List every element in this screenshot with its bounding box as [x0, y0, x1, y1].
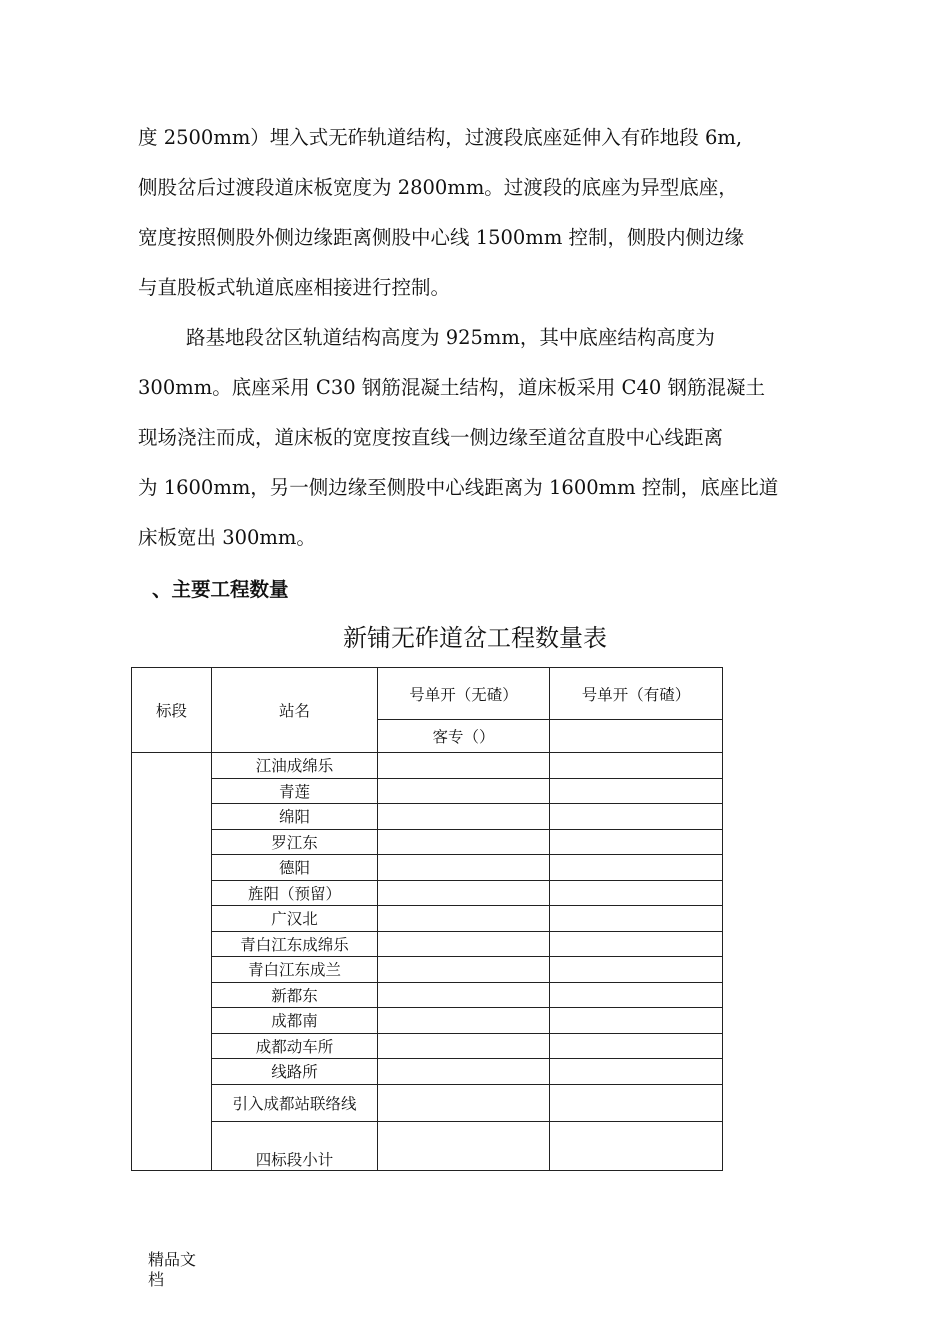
table-row [132, 957, 723, 983]
value-cell [378, 982, 550, 1008]
value-cell [550, 778, 723, 804]
value-cell [378, 1059, 550, 1085]
station-name: 新都东 [212, 982, 378, 1008]
station-name: 青白江东成兰 [212, 957, 378, 983]
quantity-table [131, 667, 723, 1171]
station-name: 四标段小计 [212, 1121, 378, 1170]
value-cell [378, 1121, 550, 1170]
paragraph-1 [138, 113, 828, 313]
value-cell [550, 906, 723, 932]
value-cell [378, 778, 550, 804]
value-cell [550, 804, 723, 830]
value-cell [378, 957, 550, 983]
table-row [132, 1084, 723, 1121]
station-name: 成都动车所 [212, 1033, 378, 1059]
section-heading: 、主要工程数量 [152, 578, 289, 601]
table-row [132, 1033, 723, 1059]
paragraph-1-line: 侧股岔后过渡段道床板宽度为 2800mm。过渡段的底座为异型底座， [138, 176, 738, 199]
station-name: 旌阳（预留） [212, 880, 378, 906]
paragraph-2-line: 床板宽出 300mm。 [138, 526, 316, 549]
table-row [132, 778, 723, 804]
station-name: 青白江东成绵乐 [212, 931, 378, 957]
value-cell [378, 829, 550, 855]
table-row [132, 906, 723, 932]
station-name: 青莲 [212, 778, 378, 804]
paragraph-2-line: 路基地段岔区轨道结构高度为 925mm，其中底座结构高度为 [186, 326, 715, 349]
section-cell [132, 753, 212, 1171]
table-row [132, 880, 723, 906]
value-cell [550, 1121, 723, 1170]
value-cell [550, 957, 723, 983]
value-cell [550, 1033, 723, 1059]
station-name: 德阳 [212, 855, 378, 881]
table-header-row [132, 668, 723, 720]
table-title: 新铺无砟道岔工程数量表 [343, 624, 607, 652]
header-passenger: 客专（） [378, 720, 550, 753]
header-ballastless: 号单开（无碴） [378, 668, 550, 720]
table-row [132, 982, 723, 1008]
table-row [132, 804, 723, 830]
footer-line: 档 [148, 1270, 165, 1289]
value-cell [378, 1033, 550, 1059]
footer-line: 精品文 [148, 1250, 197, 1269]
paragraph-2-line: 300mm。底座采用 C30 钢筋混凝土结构，道床板采用 C40 钢筋混凝土 [138, 376, 765, 399]
station-name: 线路所 [212, 1059, 378, 1085]
value-cell [378, 855, 550, 881]
value-cell [550, 982, 723, 1008]
table-row [132, 829, 723, 855]
station-name: 罗江东 [212, 829, 378, 855]
header-ballasted: 号单开（有碴） [550, 668, 723, 720]
table-row [132, 1008, 723, 1034]
value-cell [378, 906, 550, 932]
value-cell [378, 1008, 550, 1034]
header-empty-cell [550, 720, 723, 753]
value-cell [378, 1084, 550, 1121]
table-row [132, 1059, 723, 1085]
value-cell [550, 1059, 723, 1085]
value-cell [378, 880, 550, 906]
header-station: 站名 [212, 668, 378, 753]
value-cell [550, 931, 723, 957]
station-name: 成都南 [212, 1008, 378, 1034]
table-subtotal-row [132, 1121, 723, 1170]
value-cell [550, 829, 723, 855]
station-name: 引入成都站联络线 [212, 1084, 378, 1121]
value-cell [550, 1008, 723, 1034]
paragraph-1-line: 宽度按照侧股外侧边缘距离侧股中心线 1500mm 控制，侧股内侧边缘 [138, 226, 745, 249]
header-section: 标段 [132, 668, 212, 753]
paragraph-1-line: 与直股板式轨道底座相接进行控制。 [138, 276, 451, 299]
paragraph-2 [138, 313, 828, 563]
paragraph-2-line: 现场浇注而成，道床板的宽度按直线一侧边缘至道岔直股中心线距离 [138, 426, 724, 449]
value-cell [378, 931, 550, 957]
table-row [132, 931, 723, 957]
footer-watermark [148, 1250, 208, 1290]
paragraph-1-line: 度 2500mm）埋入式无砟轨道结构，过渡段底座延伸入有砟地段 6m, [138, 126, 743, 149]
value-cell [550, 753, 723, 779]
station-name: 江油成绵乐 [212, 753, 378, 779]
value-cell [550, 855, 723, 881]
table-row [132, 753, 723, 779]
table-row [132, 855, 723, 881]
station-name: 绵阳 [212, 804, 378, 830]
paragraph-2-line: 为 1600mm，另一侧边缘至侧股中心线距离为 1600mm 控制，底座比道 [138, 476, 779, 499]
value-cell [378, 804, 550, 830]
value-cell [550, 1084, 723, 1121]
value-cell [378, 753, 550, 779]
value-cell [550, 880, 723, 906]
station-name: 广汉北 [212, 906, 378, 932]
